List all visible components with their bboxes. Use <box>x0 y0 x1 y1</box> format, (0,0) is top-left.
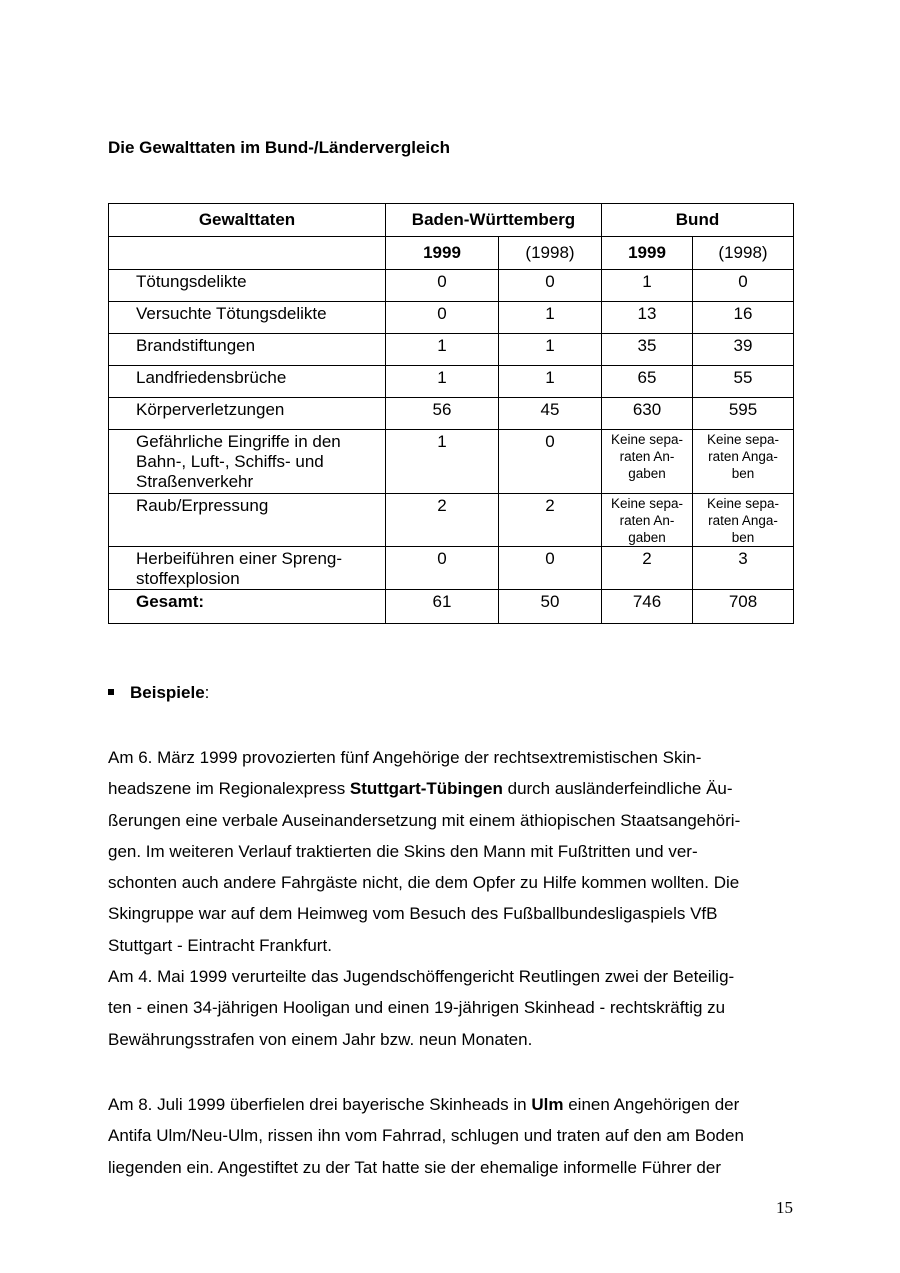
value-bw-1998: 0 <box>499 270 602 302</box>
value-bw-1999: 1 <box>386 430 499 494</box>
text-run: ten - einen 34-jährigen Hooligan und einen 19-jährigen Skinhead - rechtskräftig zu <box>108 998 726 1018</box>
text-run: headszene im Regionalexpress <box>108 779 350 799</box>
value-bund-1998: 16 <box>693 302 794 334</box>
row-label-line: Raub/Erpressung <box>136 496 269 515</box>
value-bund-1998: 55 <box>693 366 794 398</box>
value-bund-1999: 35 <box>602 334 693 366</box>
value-bw-1998: 0 <box>499 430 602 494</box>
table-total-row <box>109 590 794 624</box>
total-bw-1999: 61 <box>386 590 499 624</box>
cell-line: Keine sepa- <box>706 496 780 511</box>
cell-line: ben <box>731 466 755 481</box>
total-bund-1998: 708 <box>693 590 794 624</box>
table-row <box>109 547 794 590</box>
text-line <box>108 898 798 929</box>
value-bw-1999: 0 <box>386 302 499 334</box>
value-bund-1999: 630 <box>602 398 693 430</box>
value-bw-1999: 1 <box>386 334 499 366</box>
table-row <box>109 494 794 547</box>
row-label-line: Landfriedensbrüche <box>136 368 287 387</box>
value-bund-1998: 595 <box>693 398 794 430</box>
text-line <box>108 836 798 867</box>
cell-line: raten An- <box>619 449 675 464</box>
column-group-bund: Bund <box>602 204 794 237</box>
cell-line: gaben <box>628 466 666 481</box>
year-header-bw-1998: (1998) <box>499 237 602 270</box>
row-label-line: Straßenverkehr <box>136 472 254 491</box>
year-header-bw-1999: 1999 <box>386 237 499 270</box>
value-bund-1998: 39 <box>693 334 794 366</box>
year-header-bund-1999: 1999 <box>602 237 693 270</box>
text-run: Am 8. Juli 1999 überfielen drei bayerische Skinheads in <box>108 1095 532 1114</box>
cell-line: raten Anga- <box>708 449 778 464</box>
row-label <box>109 270 386 302</box>
value-bw-1998: 1 <box>499 334 602 366</box>
value-bund-1999: 2 <box>602 547 693 590</box>
column-group-baden-wuerttemberg: Baden-Württemberg <box>386 204 602 237</box>
row-label-line: stoffexplosion <box>136 569 240 588</box>
text-line <box>108 867 798 898</box>
cell-line: raten Anga- <box>708 513 778 528</box>
table-year-row <box>109 237 794 270</box>
text-run: Am 6. März 1999 provozierten fünf Angehörige der rechtsextremistischen Skin- <box>108 748 702 767</box>
table-row <box>109 302 794 334</box>
value-bund-1998 <box>693 494 794 547</box>
text-run: Stuttgart - Eintracht Frankfurt. <box>108 935 332 955</box>
text-run: Skingruppe war auf dem Heimweg vom Besuch des Fußballbundesligaspiels VfB <box>108 904 718 924</box>
value-bw-1999: 56 <box>386 398 499 430</box>
cell-line: Keine sepa- <box>706 432 780 447</box>
total-label: Gesamt: <box>109 590 386 624</box>
examples-colon: : <box>204 683 210 702</box>
total-bund-1999: 746 <box>602 590 693 624</box>
value-bund-1999: 65 <box>602 366 693 398</box>
row-label-line: Versuchte Tötungsdelikte <box>136 304 327 323</box>
bullet-square-icon <box>108 689 114 695</box>
violence-statistics-table <box>108 203 794 624</box>
row-label-line: Körperverletzungen <box>136 400 285 419</box>
row-label <box>109 430 386 494</box>
value-bw-1998: 1 <box>499 366 602 398</box>
examples-bullet <box>108 683 209 703</box>
table-row <box>109 334 794 366</box>
row-label <box>109 302 386 334</box>
value-bund-1998: 3 <box>693 547 794 590</box>
text-run: einen Angehörigen der <box>563 1095 740 1114</box>
value-bw-1999: 0 <box>386 270 499 302</box>
text-run: durch ausländerfeindliche Äu- <box>502 779 733 799</box>
text-line <box>108 961 798 992</box>
text-line <box>108 805 798 836</box>
row-label <box>109 494 386 547</box>
text-line <box>108 773 798 804</box>
text-run: Bewährungsstrafen von einem Jahr bzw. neun Monaten. <box>108 1029 533 1049</box>
year-header-bund-1998: (1998) <box>693 237 794 270</box>
example-paragraph-2 <box>108 1089 798 1183</box>
cell-line: raten An- <box>619 513 675 528</box>
text-line <box>108 930 798 961</box>
value-bund-1999: 13 <box>602 302 693 334</box>
text-line <box>108 1024 798 1055</box>
examples-label: Beispiele <box>130 683 205 702</box>
value-bw-1999: 1 <box>386 366 499 398</box>
value-bund-1999 <box>602 494 693 547</box>
example-paragraph-1 <box>108 742 798 1055</box>
text-run: liegenden ein. Angestiftet zu der Tat hatte sie der ehemalige informelle Führer der <box>108 1157 721 1177</box>
row-label-line: Gefährliche Eingriffe in den <box>136 432 341 451</box>
value-bund-1998: 0 <box>693 270 794 302</box>
text-line <box>108 1089 798 1120</box>
row-label-line: Brandstiftungen <box>136 336 256 355</box>
value-bw-1999: 2 <box>386 494 499 547</box>
value-bund-1998 <box>693 430 794 494</box>
row-label <box>109 398 386 430</box>
section-heading: Die Gewalttaten im Bund-/Ländervergleich <box>108 138 450 157</box>
table-row <box>109 270 794 302</box>
total-bw-1998: 50 <box>499 590 602 624</box>
row-label <box>109 547 386 590</box>
text-line <box>108 1120 798 1151</box>
cell-line: Keine sepa- <box>610 496 684 511</box>
cell-line: ben <box>731 530 755 545</box>
row-label <box>109 366 386 398</box>
text-line <box>108 1152 798 1183</box>
emphasized-place: Stuttgart-Tübingen <box>349 779 503 799</box>
row-label-line: Herbeiführen einer Spreng- <box>136 549 343 568</box>
row-label-line: Bahn-, Luft-, Schiffs- und <box>136 452 324 471</box>
table-header-row <box>109 204 794 237</box>
row-label <box>109 334 386 366</box>
value-bund-1999: 1 <box>602 270 693 302</box>
table-row <box>109 430 794 494</box>
page-number: 15 <box>776 1198 793 1217</box>
text-run: schonten auch andere Fahrgäste nicht, die dem Opfer zu Hilfe kommen wollten. Die <box>108 873 740 893</box>
text-run: Am 4. Mai 1999 verurteilte das Jugendschöffengericht Reutlingen zwei der Beteilig- <box>108 967 735 987</box>
row-label-line: Tötungsdelikte <box>136 272 247 291</box>
empty-header-cell <box>109 237 386 270</box>
value-bw-1998: 2 <box>499 494 602 547</box>
cell-line: Keine sepa- <box>610 432 684 447</box>
text-run: Antifa Ulm/Neu-Ulm, rissen ihn vom Fahrrad, schlugen und traten auf den am Boden <box>108 1126 744 1146</box>
cell-line: gaben <box>628 530 666 545</box>
value-bw-1999: 0 <box>386 547 499 590</box>
text-run: ßerungen eine verbale Auseinandersetzung mit einem äthiopischen Staatsangehöri- <box>108 810 741 830</box>
text-line <box>108 992 798 1023</box>
text-line <box>108 742 798 773</box>
column-header-gewalttaten: Gewalttaten <box>109 204 386 237</box>
value-bw-1998: 45 <box>499 398 602 430</box>
table-row <box>109 398 794 430</box>
emphasized-place: Ulm <box>531 1095 564 1114</box>
table-row <box>109 366 794 398</box>
value-bw-1998: 0 <box>499 547 602 590</box>
value-bw-1998: 1 <box>499 302 602 334</box>
value-bund-1999 <box>602 430 693 494</box>
text-run: gen. Im weiteren Verlauf traktierten die Skins den Mann mit Fußtritten und ver- <box>108 841 698 861</box>
